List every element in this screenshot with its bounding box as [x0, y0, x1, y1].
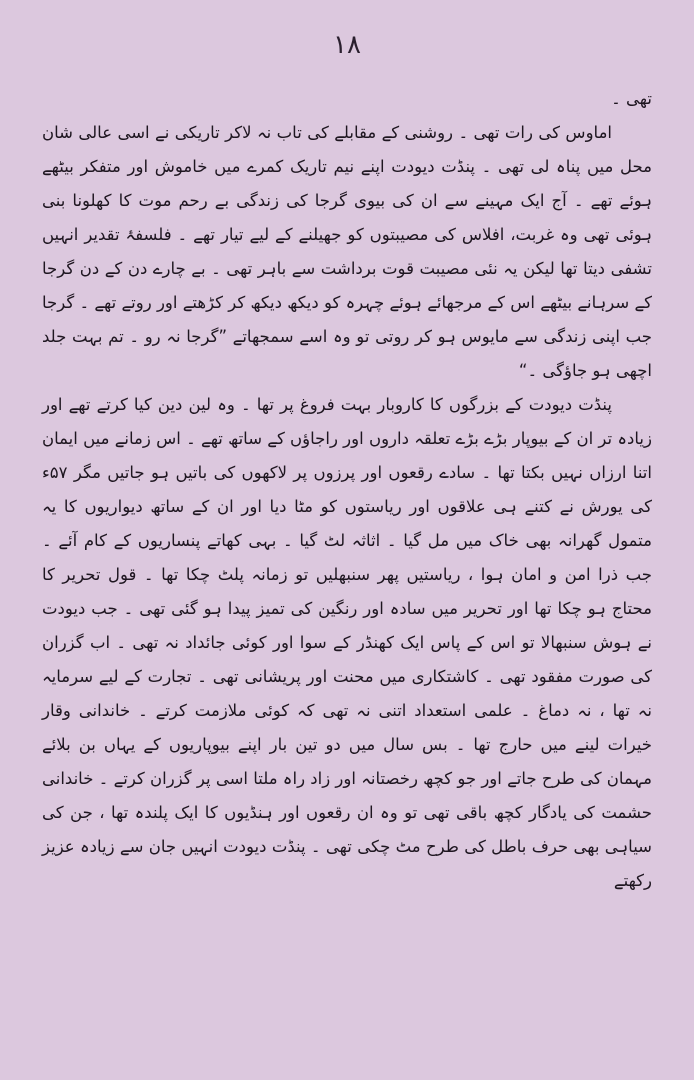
- page-body-text: [42, 82, 652, 898]
- page-number: ۱۸: [333, 30, 361, 60]
- paper-speck: [285, 16, 305, 26]
- faded-footer-mark: [300, 1006, 370, 1020]
- paragraph-amavas-night: اماوس کی رات تھی ۔ روشنی کے مقابلے کی تاب نہ لاکر تاریکی نے اسی عالی شان محل میں پناہ لی تھی ۔ پنڈت دیودت اپنے نیم تاریک کمرے میں خاموش اور متفکر بیٹھے ہوئے تھے ۔ آج ایک مہینے سے ان کی بیوی گرجا کی زندگی بے رحم موت کا کھلونا بنی ہوئی تھی وہ غربت، افلاس کی مصیبتوں کو جھیلنے کے لیے تیار تھے ۔ فلسفۂ تقدیر انہیں تشفی دیتا تھا لیکن یہ نئی مصیبت قوت برداشت سے باہر تھی ۔ بے چارے دن کے دن گرجا کے سرہانے بیٹھے اس کے مرجھائے ہوئے چہرہ کو دیکھ دیکھ کر کڑھتے اور روتے تھے ۔ گرجا جب اپنی زندگی سے مایوس ہو کر روتی تو وہ اسے سمجھاتے ”گرجا نہ رو ۔ تم بہت جلد اچھی ہو جاؤگی ۔“: [42, 123, 652, 380]
- paragraph-ancestors-business: پنڈت دیودت کے بزرگوں کا کاروبار بہت فروغ پر تھا ۔ وہ لین دین کیا کرتے تھے اور زیادہ تر ان کے بیوپار بڑے بڑے تعلقہ داروں اور راجاؤں کے ساتھ تھے ۔ اس زمانے میں ایمان اتنا ارزاں نہیں بکتا تھا ۔ سادے رقعوں اور پرزوں پر لاکھوں کی باتیں ہو جاتیں مگر ۵۷ء کی یورش نے کتنے ہی علاقوں اور ریاستوں کو مٹا دیا اور ان کے ساتھ دیواریوں کا یہ متمول گھرانہ بھی خاک میں مل گیا ۔ اثاثہ لٹ گیا ۔ بہی کھاتے پنساریوں کے کام آئے ۔ جب ذرا امن و امان ہوا ، ریاستیں پھر سنبھلیں تو زمانہ پلٹ چکا تھا ۔ قول تحریر کا محتاج ہو چکا تھا اور تحریر میں سادہ اور رنگین کی تمیز پیدا ہو گئی تھی ۔ جب دیودت نے ہوش سنبھالا تو اس کے پاس ایک کھنڈر کے سوا اور کوئی جائداد نہ تھی ۔ اب گزران کی صورت مفقود تھی ۔ کاشتکاری میں محنت اور پریشانی تھی ۔ تجارت کے لیے سرمایہ نہ تھا ، نہ دماغ ۔ علمی استعداد اتنی نہ تھی کہ کوئی ملازمت کرتے ۔ خاندانی وقار خیرات لینے میں حارج تھا ۔ بس سال میں دو تین بار اپنے بیوپاریوں کے یہاں بن بلائے مہمان کی طرح جاتے اور جو کچھ رخصتانہ اور زاد راہ ملتا اسی پر گزران کرتے ۔ خاندانی حشمت کی یادگار کچھ باقی تھی تو وہ ان رقعوں اور ہنڈیوں کا ایک پلندہ تھا ، جن کی سیاہی بھی حرف باطل کی طرح مٹ چکی تھی ۔ پنڈت دیودت انہیں جان سے زیادہ عزیز رکھتے: [42, 395, 652, 890]
- paragraph-continuation: تھی ۔: [611, 89, 652, 108]
